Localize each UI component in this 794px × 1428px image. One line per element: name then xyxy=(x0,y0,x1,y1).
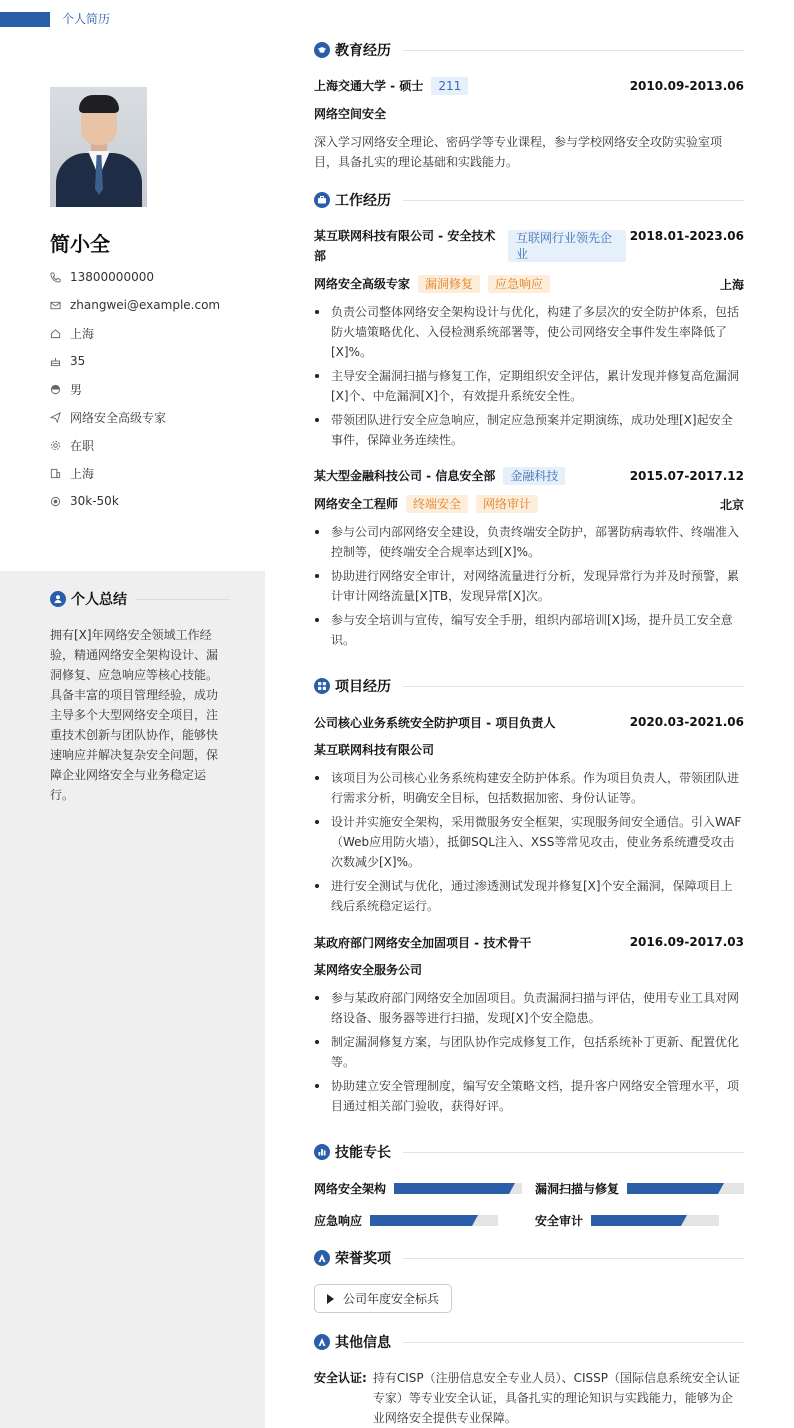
job-1-city: 上海 xyxy=(719,277,744,292)
other-text: 持有CISP（注册信息安全专业人员）、CISSP（国际信息系统安全认证专家）等专业安全认证，具备扎实的理论知识与实践能力，能够为企业网络安全提供专业保障。 xyxy=(372,1371,740,1425)
play-icon xyxy=(327,1294,334,1304)
work-heading xyxy=(314,190,744,210)
city-value: 上海 xyxy=(70,326,95,341)
position-value: 网络安全高级专家 xyxy=(70,410,167,425)
salary-value: 30k-50k xyxy=(70,494,119,508)
list-item: 设计并实施安全架构，采用微服务安全框架，实现服务间安全通信。引入WAF（Web应用防火墙），抵御SQL注入、XSS等常见攻击，使业务系统遭受攻击次数减少[X]%。 xyxy=(314,812,744,872)
gender-icon xyxy=(50,384,61,395)
projects-title: 项目经历 xyxy=(335,679,391,695)
info-city xyxy=(50,323,250,343)
skill-name: 网络安全架构 xyxy=(314,1181,387,1196)
skill-bar xyxy=(394,1183,522,1194)
skill-item xyxy=(535,1213,719,1227)
summary-text: 拥有[X]年网络安全领域工作经验，精通网络安全架构设计、漏洞修复、应急响应等核心技能。具备丰富的项目管理经验，成功主导多个大型网络安全项目，注重技术创新与团队协作，能够快速响应并解决复杂安全问题，保障企业网络安全与业务稳定运行。 xyxy=(50,628,219,802)
info-position xyxy=(50,407,250,427)
education-title: 教育经历 xyxy=(335,43,391,59)
info-age xyxy=(50,351,250,371)
education-school: 上海交通大学 - 硕士 xyxy=(314,78,424,93)
education-tag: 211 xyxy=(431,77,468,95)
work-title: 工作经历 xyxy=(335,193,391,209)
coin-icon xyxy=(50,496,61,507)
gear-icon xyxy=(50,440,61,451)
briefcase-icon xyxy=(314,192,330,208)
list-item: 带领团队进行安全应急响应，制定应急预案并定期演练，成功处理[X]起安全事件，保障业务连续性。 xyxy=(314,410,744,450)
project-1-name: 公司核心业务系统安全防护项目 - 项目负责人 xyxy=(314,715,556,730)
job-2-role: 网络安全工程师 xyxy=(314,496,399,511)
skill-name: 应急响应 xyxy=(314,1213,363,1228)
list-item: 参与安全培训与宣传，编写安全手册，组织内部培训[X]场，提升员工安全意识。 xyxy=(314,610,744,650)
skill-item xyxy=(535,1181,744,1195)
other-cert-row xyxy=(314,1368,744,1428)
skill-fill xyxy=(370,1215,472,1226)
info-salary xyxy=(50,491,250,511)
project-2-date: 2016.09-2017.03 xyxy=(629,935,744,949)
skill-item xyxy=(314,1181,522,1195)
awards-heading xyxy=(314,1248,744,1268)
send-icon xyxy=(50,412,61,423)
user-icon xyxy=(50,591,66,607)
graduation-cap-icon xyxy=(314,42,330,58)
job-2-role-row xyxy=(314,494,744,514)
job-1-bullets xyxy=(314,302,744,454)
skills-title: 技能专长 xyxy=(335,1145,391,1161)
email-value: zhangwei@example.com xyxy=(70,298,221,312)
other-title: 其他信息 xyxy=(335,1335,391,1351)
award-icon xyxy=(314,1250,330,1266)
list-item: 进行安全测试与优化，通过渗透测试发现并修复[X]个安全漏洞，保障项目上线后系统稳定运行。 xyxy=(314,876,744,916)
education-row xyxy=(314,76,744,96)
header-accent-bar xyxy=(0,12,50,27)
project-1-org: 某互联网科技有限公司 xyxy=(314,743,435,757)
job-2-bullets xyxy=(314,522,744,654)
skill-bar xyxy=(591,1215,719,1226)
job-2-company: 某大型金融科技公司 - 信息安全部 xyxy=(314,468,496,483)
list-item: 负责公司整体网络安全架构设计与优化，构建了多层次的安全防护体系，包括防火墙策略优化、入侵检测系统部署等，使公司网络安全事件发生率降低了[X]%。 xyxy=(314,302,744,362)
job-2-date: 2015.07-2017.12 xyxy=(629,469,744,483)
awards-title: 荣誉奖项 xyxy=(335,1251,391,1267)
info-status xyxy=(50,435,250,455)
cake-icon xyxy=(50,356,61,367)
project-2-header xyxy=(314,932,744,952)
other-heading xyxy=(314,1332,744,1352)
job-1-skill-tag: 应急响应 xyxy=(488,275,550,293)
summary-heading xyxy=(50,589,230,609)
award-item[interactable] xyxy=(314,1284,452,1313)
summary-title: 个人总结 xyxy=(71,592,127,608)
skill-fill xyxy=(591,1215,681,1226)
info-gender xyxy=(50,379,250,399)
list-item: 该项目为公司核心业务系统构建安全防护体系。作为项目负责人，带领团队进行需求分析，明确安全目标，包括数据加密、身份认证等。 xyxy=(314,768,744,808)
skills-heading xyxy=(314,1142,744,1162)
projects-heading xyxy=(314,676,744,696)
education-heading xyxy=(314,40,744,60)
job-1-date: 2018.01-2023.06 xyxy=(629,229,744,243)
skill-name: 安全审计 xyxy=(535,1213,584,1228)
profile-name: 简小全 xyxy=(50,232,110,256)
project-1-header xyxy=(314,712,744,732)
education-desc: 深入学习网络安全理论、密码学等专业课程，参与学校网络安全攻防实验室项目，具备扎实的理论基础和实践能力。 xyxy=(314,135,723,169)
info-target-city xyxy=(50,463,250,483)
skill-bar xyxy=(370,1215,498,1226)
info-icon xyxy=(314,1334,330,1350)
skill-fill xyxy=(394,1183,509,1194)
job-1-role-row xyxy=(314,274,744,294)
page-title: 个人简历 xyxy=(62,12,111,26)
job-2-skill-tag: 终端安全 xyxy=(406,495,468,513)
phone-icon xyxy=(50,272,61,283)
other-label: 安全认证: xyxy=(314,1371,367,1385)
job-1-company: 某互联网科技有限公司 - 安全技术部 xyxy=(314,229,496,263)
award-label: 公司年度安全标兵 xyxy=(343,1292,440,1306)
list-item: 参与公司内部网络安全建设，负责终端安全防护，部署防病毒软件、终端准入控制等，使终端安全合规率达到[X]%。 xyxy=(314,522,744,562)
list-item: 制定漏洞修复方案，与团队协作完成修复工作，包括系统补丁更新、配置优化等。 xyxy=(314,1032,744,1072)
bar-chart-icon xyxy=(314,1144,330,1160)
job-1-skill-tag: 漏洞修复 xyxy=(418,275,480,293)
project-2-name: 某政府部门网络安全加固项目 - 技术骨干 xyxy=(314,935,532,950)
project-1-bullets xyxy=(314,768,744,920)
grid-icon xyxy=(314,678,330,694)
skill-item xyxy=(314,1213,498,1227)
job-1-tag: 互联网行业领先企业 xyxy=(508,230,626,262)
skill-name: 漏洞扫描与修复 xyxy=(535,1181,620,1196)
gender-value: 男 xyxy=(70,382,83,397)
target-city-value: 上海 xyxy=(70,466,95,481)
education-major: 网络空间安全 xyxy=(314,107,387,121)
status-value: 在职 xyxy=(70,438,95,453)
job-1-role: 网络安全高级专家 xyxy=(314,276,411,291)
avatar xyxy=(50,87,147,207)
phone-value: 13800000000 xyxy=(70,270,154,284)
skill-bar xyxy=(627,1183,744,1194)
job-2-city: 北京 xyxy=(719,497,744,512)
info-email xyxy=(50,295,250,315)
home-icon xyxy=(50,328,61,339)
job-1-header xyxy=(314,226,744,266)
mail-icon xyxy=(50,300,61,311)
job-2-skill-tag: 网络审计 xyxy=(476,495,538,513)
building-icon xyxy=(50,468,61,479)
skill-fill xyxy=(627,1183,718,1194)
job-2-tag: 金融科技 xyxy=(503,467,565,485)
education-date: 2010.09-2013.06 xyxy=(629,79,744,93)
age-value: 35 xyxy=(70,354,86,368)
list-item: 协助建立安全管理制度，编写安全策略文档，提升客户网络安全管理水平，项目通过相关部门验收，获得好评。 xyxy=(314,1076,744,1116)
list-item: 主导安全漏洞扫描与修复工作，定期组织安全评估，累计发现并修复高危漏洞[X]个、中危漏洞[X]个，有效提升系统安全性。 xyxy=(314,366,744,406)
project-1-date: 2020.03-2021.06 xyxy=(629,715,744,729)
info-phone xyxy=(50,267,250,287)
project-2-bullets xyxy=(314,988,744,1120)
project-2-org: 某网络安全服务公司 xyxy=(314,963,423,977)
job-2-header xyxy=(314,466,744,486)
list-item: 参与某政府部门网络安全加固项目。负责漏洞扫描与评估，使用专业工具对网络设备、服务器等进行扫描，发现[X]个安全隐患。 xyxy=(314,988,744,1028)
list-item: 协助进行网络安全审计，对网络流量进行分析，发现异常行为并及时预警，累计审计网络流量[X]TB，发现异常[X]次。 xyxy=(314,566,744,606)
